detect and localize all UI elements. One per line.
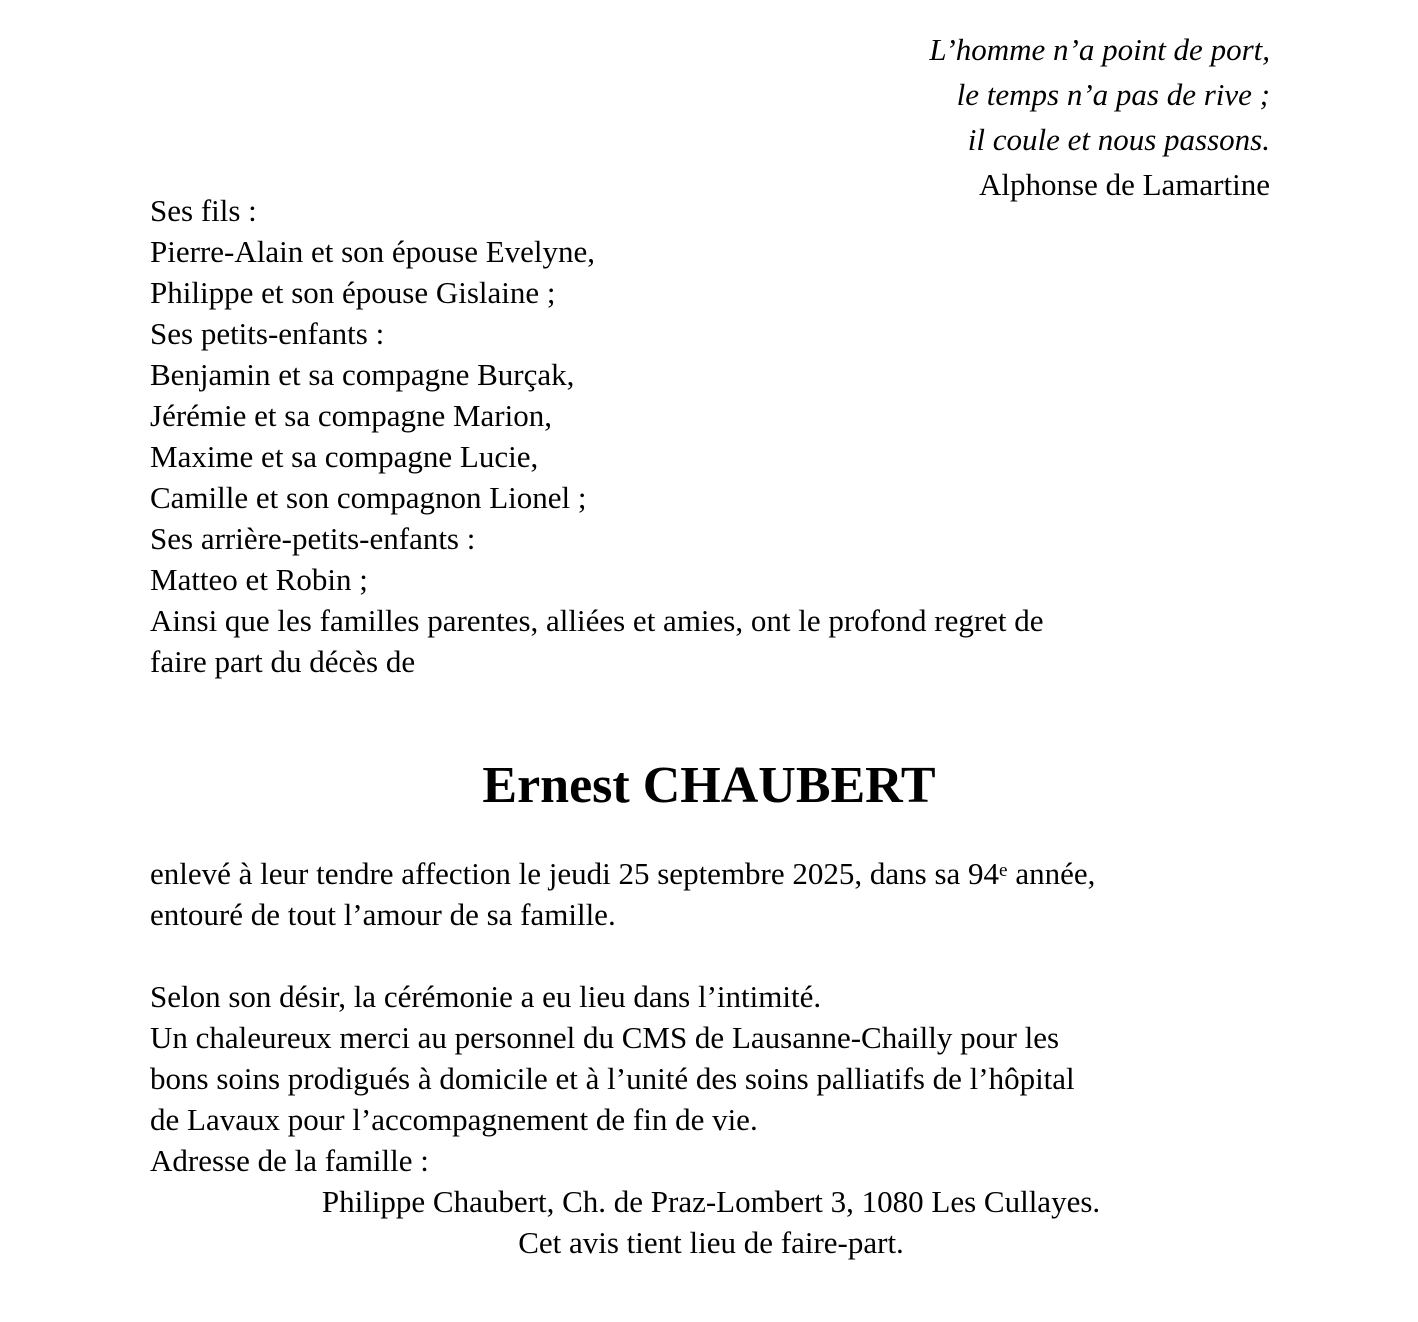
family-line: Matteo et Robin ; (150, 562, 368, 597)
family-line: Ainsi que les familles parentes, alliées et amies, ont le profond regret de (150, 603, 1044, 638)
epigraph (929, 27, 1270, 207)
closing-line: Selon son désir, la cérémonie a eu lieu dans l’intimité. (150, 979, 822, 1014)
death-notice-line-1 (150, 853, 1310, 894)
deceased-name: Ernest CHAUBERT (482, 757, 936, 814)
epigraph-line-1: L’homme n’a point de port, (929, 32, 1270, 67)
family-line: Benjamin et sa compagne Burçak, (150, 357, 575, 392)
family-list (150, 190, 1275, 682)
closing-section (150, 976, 1272, 1263)
family-line: Ses arrière-petits-enfants : (150, 521, 476, 556)
family-address: Philippe Chaubert, Ch. de Praz-Lombert 3, 1080 Les Cullayes. (321, 1184, 1101, 1219)
closing-line: Adresse de la famille : (150, 1143, 429, 1178)
death-notice-text-before-ordinal: enlevé à leur tendre affection le jeudi 25 septembre 2025, dans sa 94 (150, 856, 1000, 891)
closing-line: Un chaleureux merci au personnel du CMS de Lausanne-Chailly pour les (150, 1020, 1060, 1055)
death-notice-line-2: entouré de tout l’amour de sa famille. (150, 897, 616, 932)
closing-line: bons soins prodigués à domicile et à l’unité des soins palliatifs de l’hôpital (150, 1061, 1075, 1096)
family-line: Camille et son compagnon Lionel ; (150, 480, 587, 515)
family-line: Maxime et sa compagne Lucie, (150, 439, 539, 474)
closing-line: de Lavaux pour l’accompagnement de fin de vie. (150, 1102, 758, 1137)
death-notice-text-after-ordinal: année, (1007, 856, 1096, 891)
family-line: Philippe et son épouse Gislaine ; (150, 275, 556, 310)
epigraph-attribution: Alphonse de Lamartine (979, 167, 1270, 202)
epigraph-line-2: le temps n’a pas de rive ; (956, 77, 1270, 112)
family-line: Pierre-Alain et son épouse Evelyne, (150, 234, 596, 269)
final-statement: Cet avis tient lieu de faire-part. (518, 1225, 904, 1260)
family-line: Ses fils : (150, 193, 257, 228)
death-notice (150, 853, 1310, 935)
family-line: faire part du décès de (150, 644, 416, 679)
epigraph-line-3: il coule et nous passons. (967, 122, 1270, 157)
ordinal-suffix: e (999, 859, 1008, 881)
family-line: Ses petits-enfants : (150, 316, 385, 351)
family-line: Jérémie et sa compagne Marion, (150, 398, 552, 433)
